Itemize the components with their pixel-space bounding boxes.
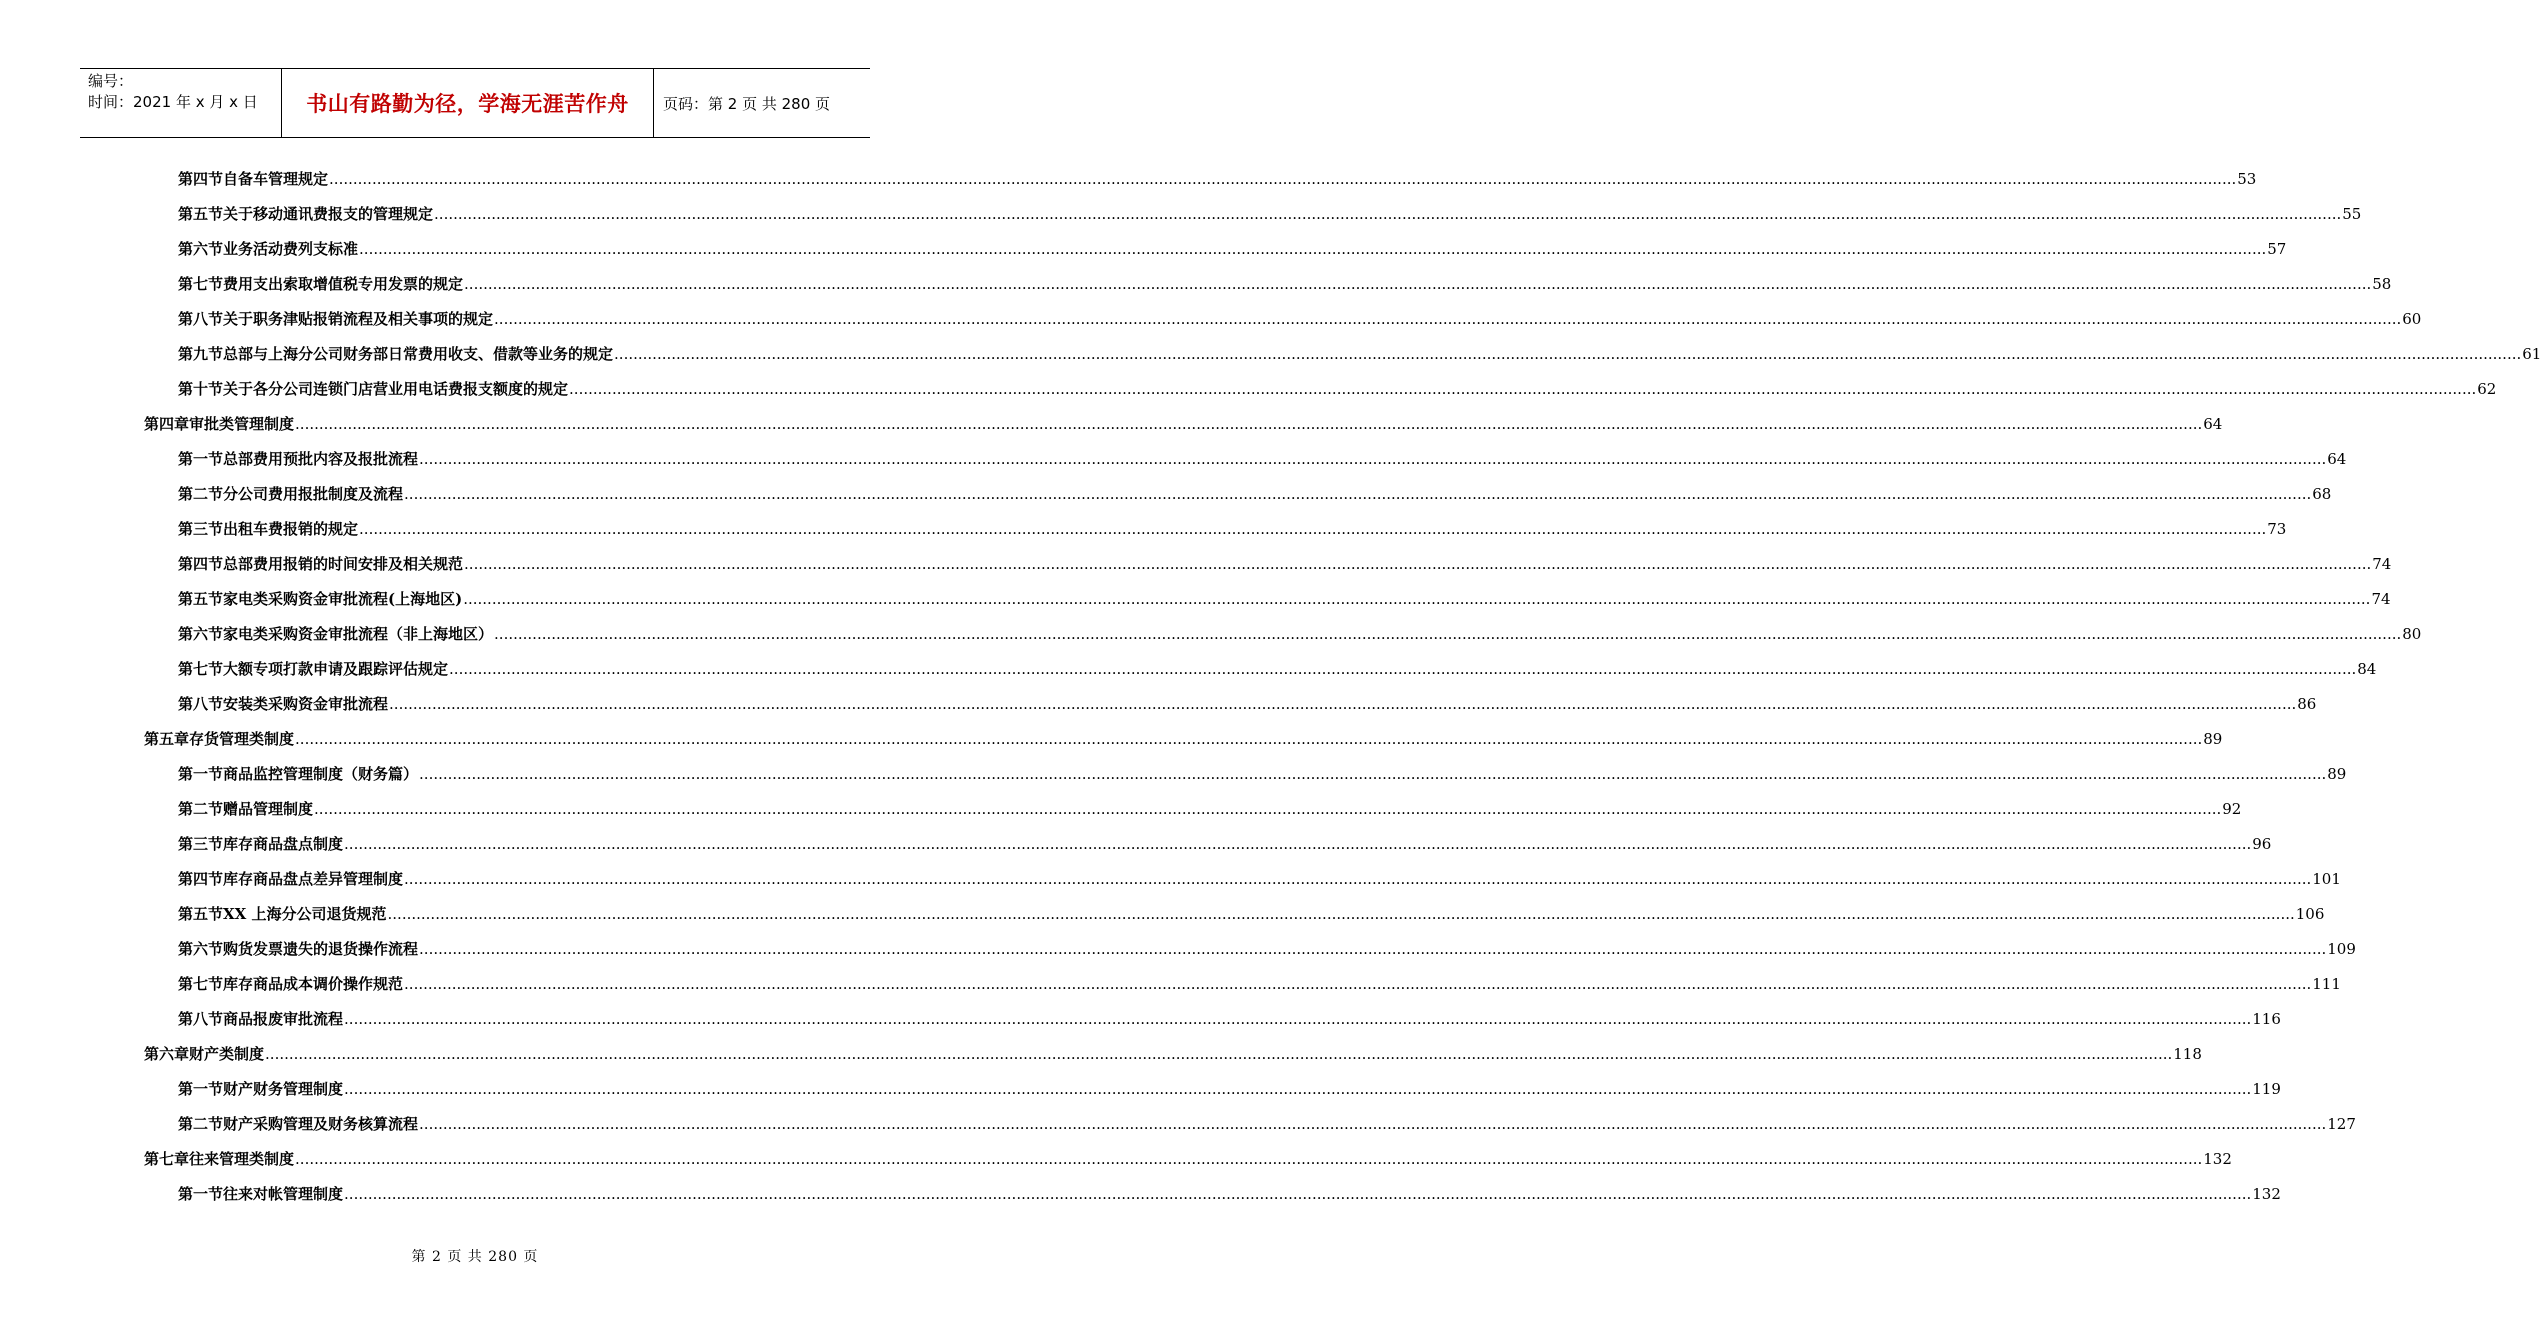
header-meta <box>80 69 281 137</box>
toc-entry-page: 62 <box>2477 380 2497 398</box>
toc-entry-title: 关于职务津贴报销流程及相关事项的规定 <box>223 310 494 328</box>
toc-entry[interactable] <box>178 758 2347 784</box>
toc-entry-page: 61 <box>2522 345 2541 363</box>
toc-leader-dots: ................................................................................................................................................................................................................................................................................................................................................................................................................ <box>404 485 2312 503</box>
toc-entry-title: 财产财务管理制度 <box>223 1080 344 1098</box>
toc-entry[interactable] <box>178 618 2422 644</box>
toc-leader-dots: ................................................................................................................................................................................................................................................................................................................................................................................................................ <box>419 1115 2327 1133</box>
toc-entry-title: 购货发票遗失的退货操作流程 <box>223 940 419 958</box>
toc-entry-page: 101 <box>2312 870 2341 888</box>
toc-entry-number: 第五章 <box>144 730 190 748</box>
toc-entry[interactable] <box>178 233 2287 259</box>
toc-entry-page: 68 <box>2312 485 2332 503</box>
toc-entry-page: 106 <box>2295 905 2325 923</box>
toc-entry-page: 53 <box>2237 170 2257 188</box>
toc-leader-dots: ................................................................................................................................................................................................................................................................................................................................................................................................................ <box>464 275 2372 293</box>
toc-entry-title: 商品监控管理制度（财务篇） <box>223 765 419 783</box>
toc-entry[interactable] <box>178 338 2541 364</box>
toc-leader-dots: ................................................................................................................................................................................................................................................................................................................................................................................................................ <box>295 730 2203 748</box>
toc-entry-page: 73 <box>2267 520 2287 538</box>
toc-entry[interactable] <box>144 1038 2202 1064</box>
toc-entry[interactable] <box>178 1108 2356 1134</box>
toc-entry[interactable] <box>178 1073 2281 1099</box>
toc-entry[interactable] <box>178 513 2287 539</box>
toc-leader-dots: ................................................................................................................................................................................................................................................................................................................................................................................................................ <box>359 240 2267 258</box>
toc-leader-dots: ................................................................................................................................................................................................................................................................................................................................................................................................................ <box>419 765 2327 783</box>
toc-leader-dots: ................................................................................................................................................................................................................................................................................................................................................................................................................ <box>434 205 2342 223</box>
toc-leader-dots: ................................................................................................................................................................................................................................................................................................................................................................................................................ <box>419 450 2327 468</box>
toc-entry-page: 132 <box>2252 1185 2281 1203</box>
toc-entry-title: XX 上海分公司退货规范 <box>223 905 387 923</box>
toc-entry-number: 第四节 <box>178 555 224 573</box>
toc-entry-number: 第一节 <box>178 450 224 468</box>
toc-entry-number: 第四章 <box>144 415 190 433</box>
toc-entry-title: 往来对帐管理制度 <box>223 1185 344 1203</box>
toc-entry-number: 第六节 <box>178 240 224 258</box>
toc-entry-title: 业务活动费列支标准 <box>223 240 359 258</box>
toc-entry-title: 家电类采购资金审批流程(上海地区) <box>223 590 463 608</box>
toc-entry-page: 84 <box>2357 660 2377 678</box>
toc-entry-title: 赠品管理制度 <box>223 800 314 818</box>
toc-leader-dots: ................................................................................................................................................................................................................................................................................................................................................................................................................ <box>404 975 2312 993</box>
toc-entry-number: 第四节 <box>178 170 224 188</box>
toc-entry-page: 57 <box>2267 240 2287 258</box>
toc-leader-dots: ................................................................................................................................................................................................................................................................................................................................................................................................................ <box>389 695 2297 713</box>
toc-leader-dots: ................................................................................................................................................................................................................................................................................................................................................................................................................ <box>387 905 2295 923</box>
toc-leader-dots: ................................................................................................................................................................................................................................................................................................................................................................................................................ <box>404 870 2312 888</box>
toc-leader-dots: ................................................................................................................................................................................................................................................................................................................................................................................................................ <box>344 1010 2252 1028</box>
toc-leader-dots: ................................................................................................................................................................................................................................................................................................................................................................................................................ <box>569 380 2477 398</box>
toc-leader-dots: ................................................................................................................................................................................................................................................................................................................................................................................................................ <box>265 1045 2173 1063</box>
toc-entry[interactable] <box>144 1143 2232 1169</box>
toc-entry-title: 分公司费用报批制度及流程 <box>223 485 404 503</box>
toc-entry-number: 第三节 <box>178 835 224 853</box>
toc-entry-page: 132 <box>2203 1150 2232 1168</box>
toc-entry-page: 64 <box>2203 415 2223 433</box>
toc-entry-title: 安装类采购资金审批流程 <box>223 695 389 713</box>
toc-entry[interactable] <box>178 968 2341 994</box>
toc-entry-title: 审批类管理制度 <box>189 415 295 433</box>
toc-entry-number: 第六节 <box>178 625 224 643</box>
toc-entry-number: 第五节 <box>178 205 224 223</box>
toc-entry-title: 库存商品盘点差异管理制度 <box>223 870 404 888</box>
toc-entry[interactable] <box>178 863 2341 889</box>
toc-leader-dots: ................................................................................................................................................................................................................................................................................................................................................................................................................ <box>344 835 2252 853</box>
toc-leader-dots: ................................................................................................................................................................................................................................................................................................................................................................................................................ <box>494 625 2402 643</box>
toc-entry-page: 92 <box>2222 800 2242 818</box>
toc-entry-number: 第七节 <box>178 660 224 678</box>
toc-entry-page: 64 <box>2327 450 2347 468</box>
toc-entry[interactable] <box>178 163 2257 189</box>
toc-entry-number: 第十节 <box>178 380 224 398</box>
toc-entry-page: 60 <box>2402 310 2422 328</box>
toc-entry-number: 第一节 <box>178 1080 224 1098</box>
header-page-info: 页码：第 2 页 共 280 页 <box>663 94 831 113</box>
toc-entry-page: 89 <box>2203 730 2223 748</box>
toc-entry[interactable] <box>144 408 2223 434</box>
toc-entry-page: 116 <box>2252 1010 2281 1028</box>
toc-entry[interactable] <box>178 198 2362 224</box>
header-motto: 书山有路勤为径，学海无涯苦作舟 <box>281 69 654 137</box>
toc-leader-dots: ................................................................................................................................................................................................................................................................................................................................................................................................................ <box>614 345 2522 363</box>
toc-entry[interactable] <box>178 1178 2281 1204</box>
toc-leader-dots: ................................................................................................................................................................................................................................................................................................................................................................................................................ <box>494 310 2402 328</box>
toc-entry-title: 自备车管理规定 <box>223 170 329 188</box>
toc-entry-title: 总部与上海分公司财务部日常费用收支、借款等业务的规定 <box>223 345 614 363</box>
toc-entry-page: 89 <box>2327 765 2347 783</box>
toc-entry-title: 库存商品盘点制度 <box>223 835 344 853</box>
toc-entry-number: 第八节 <box>178 1010 224 1028</box>
toc-entry[interactable] <box>178 303 2422 329</box>
toc-entry-page: 96 <box>2252 835 2272 853</box>
toc-entry[interactable] <box>178 933 2356 959</box>
toc-entry-page: 127 <box>2327 1115 2356 1133</box>
toc-entry-page: 109 <box>2327 940 2356 958</box>
toc-entry-title: 商品报废审批流程 <box>223 1010 344 1028</box>
toc-entry-number: 第七节 <box>178 975 224 993</box>
toc-entry-number: 第二节 <box>178 485 224 503</box>
toc-entry[interactable] <box>178 443 2347 469</box>
toc-entry-number: 第五节 <box>178 590 224 608</box>
toc-entry-number: 第九节 <box>178 345 224 363</box>
toc-entry-title: 家电类采购资金审批流程（非上海地区） <box>223 625 494 643</box>
toc-entry-number: 第一节 <box>178 765 224 783</box>
toc-leader-dots: ................................................................................................................................................................................................................................................................................................................................................................................................................ <box>463 590 2371 608</box>
toc-leader-dots: ................................................................................................................................................................................................................................................................................................................................................................................................................ <box>295 415 2203 433</box>
toc-entry-title: 往来管理类制度 <box>189 1150 295 1168</box>
toc-entry-title: 关于各分公司连锁门店营业用电话费报支额度的规定 <box>223 380 569 398</box>
page-footer: 第 2 页 共 280 页 <box>411 1249 539 1265</box>
toc-entry[interactable] <box>178 478 2332 504</box>
toc-entry-title: 总部费用报销的时间安排及相关规范 <box>223 555 464 573</box>
toc-entry-page: 119 <box>2252 1080 2281 1098</box>
toc-entry-number: 第八节 <box>178 695 224 713</box>
toc-entry[interactable] <box>178 268 2392 294</box>
header-code-label: 编号： <box>88 72 134 90</box>
toc-entry-page: 86 <box>2297 695 2317 713</box>
toc-leader-dots: ................................................................................................................................................................................................................................................................................................................................................................................................................ <box>344 1080 2252 1098</box>
toc-entry[interactable] <box>178 688 2317 714</box>
toc-entry[interactable] <box>178 828 2272 854</box>
toc-entry-page: 74 <box>2372 555 2392 573</box>
toc-entry[interactable] <box>144 723 2223 749</box>
page-header <box>80 68 870 138</box>
toc-entry[interactable] <box>178 548 2392 574</box>
toc-entry-number: 第七节 <box>178 275 224 293</box>
toc-entry-page: 111 <box>2312 975 2341 993</box>
toc-entry-page: 58 <box>2372 275 2392 293</box>
toc-entry[interactable] <box>178 793 2242 819</box>
toc-entry-number: 第二节 <box>178 800 224 818</box>
toc-entry-title: 大额专项打款申请及跟踪评估规定 <box>223 660 449 678</box>
toc-entry-number: 第三节 <box>178 520 224 538</box>
toc-entry-title: 财产采购管理及财务核算流程 <box>223 1115 419 1133</box>
toc-entry[interactable] <box>178 373 2497 399</box>
toc-leader-dots: ................................................................................................................................................................................................................................................................................................................................................................................................................ <box>419 940 2327 958</box>
toc-entry-title: 费用支出索取增值税专用发票的规定 <box>223 275 464 293</box>
toc-entry-number: 第六节 <box>178 940 224 958</box>
toc-entry-title: 关于移动通讯费报支的管理规定 <box>223 205 434 223</box>
header-time: 时间：2021 年 x 月 x 日 <box>88 93 258 111</box>
toc-entry[interactable] <box>178 653 2377 679</box>
toc-entry-number: 第五节 <box>178 905 224 923</box>
toc-leader-dots: ................................................................................................................................................................................................................................................................................................................................................................................................................ <box>359 520 2267 538</box>
toc-entry-number: 第八节 <box>178 310 224 328</box>
toc-entry-title: 财产类制度 <box>189 1045 265 1063</box>
toc-leader-dots: ................................................................................................................................................................................................................................................................................................................................................................................................................ <box>449 660 2357 678</box>
toc-entry[interactable] <box>178 1003 2281 1029</box>
toc-entry-title: 总部费用预批内容及报批流程 <box>223 450 419 468</box>
toc-leader-dots: ................................................................................................................................................................................................................................................................................................................................................................................................................ <box>295 1150 2203 1168</box>
toc-entry-page: 118 <box>2173 1045 2202 1063</box>
toc-leader-dots: ................................................................................................................................................................................................................................................................................................................................................................................................................ <box>464 555 2372 573</box>
toc-entry-number: 第二节 <box>178 1115 224 1133</box>
toc-entry-title: 存货管理类制度 <box>189 730 295 748</box>
toc-entry-title: 库存商品成本调价操作规范 <box>223 975 404 993</box>
toc-entry[interactable] <box>178 898 2325 924</box>
toc-leader-dots: ................................................................................................................................................................................................................................................................................................................................................................................................................ <box>329 170 2237 188</box>
toc-leader-dots: ................................................................................................................................................................................................................................................................................................................................................................................................................ <box>314 800 2222 818</box>
toc-entry-page: 55 <box>2342 205 2362 223</box>
toc-entry-number: 第七章 <box>144 1150 190 1168</box>
toc-entry-number: 第六章 <box>144 1045 190 1063</box>
toc-entry-number: 第四节 <box>178 870 224 888</box>
toc-entry-page: 74 <box>2371 590 2391 608</box>
toc-entry-page: 80 <box>2402 625 2422 643</box>
toc-entry-number: 第一节 <box>178 1185 224 1203</box>
toc-entry-title: 出租车费报销的规定 <box>223 520 359 538</box>
toc-entry[interactable] <box>178 583 2391 609</box>
toc-leader-dots: ................................................................................................................................................................................................................................................................................................................................................................................................................ <box>344 1185 2252 1203</box>
